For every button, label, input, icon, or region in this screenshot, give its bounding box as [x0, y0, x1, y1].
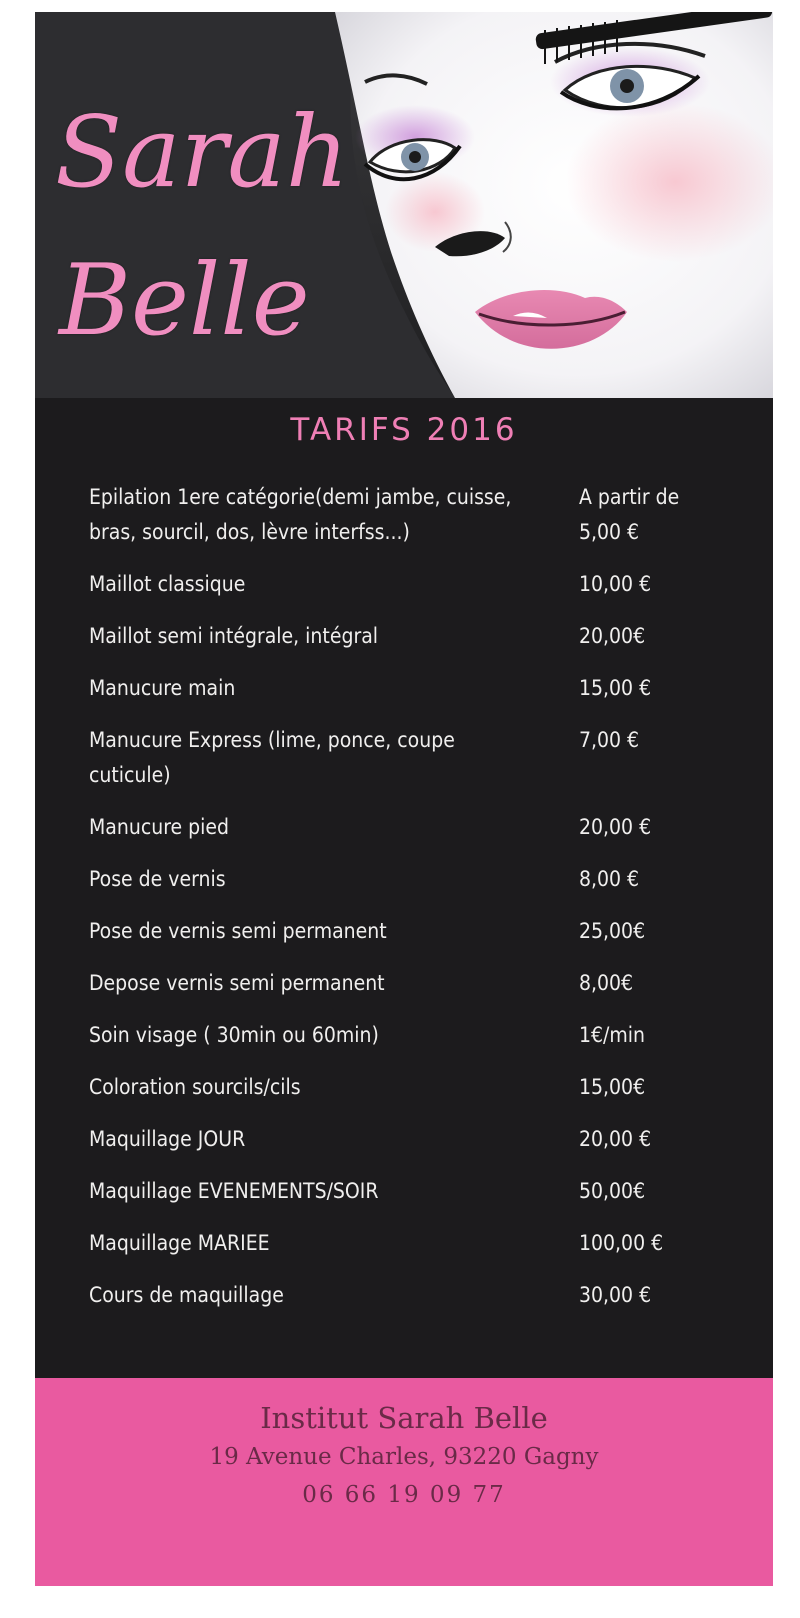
brand-name-line1: Sarah	[55, 96, 349, 210]
service-price: 15,00€	[579, 1075, 646, 1099]
service-label: Soin visage ( 30min ou 60min)	[89, 1023, 379, 1047]
institute-phone: 06 66 19 09 77	[302, 1482, 506, 1508]
service-price: 15,00 €	[579, 676, 652, 700]
price-row-cours-maquillage	[89, 1278, 739, 1313]
price-row-maquillage-soir	[89, 1174, 739, 1209]
service-label: Maquillage EVENEMENTS/SOIR	[89, 1179, 379, 1203]
price-row-pose-vernis-semi	[89, 914, 739, 949]
service-price: 30,00 €	[579, 1283, 652, 1307]
price-row-maquillage-jour	[89, 1122, 739, 1157]
service-price: 20,00€	[579, 624, 646, 648]
service-label: Maillot semi intégrale, intégral	[89, 624, 379, 648]
price-list	[89, 480, 739, 1330]
service-label: Epilation 1ere catégorie(demi jambe, cuisse, bras, sourcil, dos, lèvre interfss...)	[89, 485, 512, 544]
price-row-coloration	[89, 1070, 739, 1105]
price-row-pose-vernis	[89, 862, 739, 897]
price-row-epilation	[89, 480, 739, 550]
contact-footer	[35, 1378, 773, 1586]
institute-address: 19 Avenue Charles, 93220 Gagny	[209, 1444, 599, 1470]
service-label: Coloration sourcils/cils	[89, 1075, 301, 1099]
service-price: 20,00 €	[579, 1127, 652, 1151]
tarifs-title: TARIFS 2016	[290, 412, 518, 448]
price-flyer	[35, 12, 773, 1586]
service-label: Depose vernis semi permanent	[89, 971, 385, 995]
price-row-maquillage-mariee	[89, 1226, 739, 1261]
service-label: Cours de maquillage	[89, 1283, 284, 1307]
service-price: 100,00 €	[579, 1231, 664, 1255]
institute-name: Institut Sarah Belle	[260, 1401, 548, 1435]
service-label: Maillot classique	[89, 572, 246, 596]
service-price: 7,00 €	[579, 728, 640, 752]
price-row-maillot-classique	[89, 567, 739, 602]
service-label: Manucure main	[89, 676, 236, 700]
service-price: 8,00 €	[579, 867, 640, 891]
price-row-depose-vernis	[89, 966, 739, 1001]
service-label: Maquillage MARIEE	[89, 1231, 270, 1255]
price-row-manucure-express	[89, 723, 739, 793]
service-label: Manucure Express (lime, ponce, coupe cuticule)	[89, 728, 455, 787]
service-label: Maquillage JOUR	[89, 1127, 246, 1151]
price-row-soin-visage	[89, 1018, 739, 1053]
service-label: Pose de vernis	[89, 867, 226, 891]
service-price: 50,00€	[579, 1179, 646, 1203]
service-label: Pose de vernis semi permanent	[89, 919, 387, 943]
service-label: Manucure pied	[89, 815, 229, 839]
brand-name-line2: Belle	[59, 244, 310, 358]
service-price: A partir de 5,00 €	[579, 485, 680, 544]
price-row-manucure-main	[89, 671, 739, 706]
service-price: 10,00 €	[579, 572, 652, 596]
service-price: 1€/min	[579, 1023, 646, 1047]
service-price: 20,00 €	[579, 815, 652, 839]
service-price: 8,00€	[579, 971, 634, 995]
header-banner	[35, 12, 773, 398]
price-row-maillot-integral	[89, 619, 739, 654]
price-row-manucure-pied	[89, 810, 739, 845]
service-price: 25,00€	[579, 919, 646, 943]
